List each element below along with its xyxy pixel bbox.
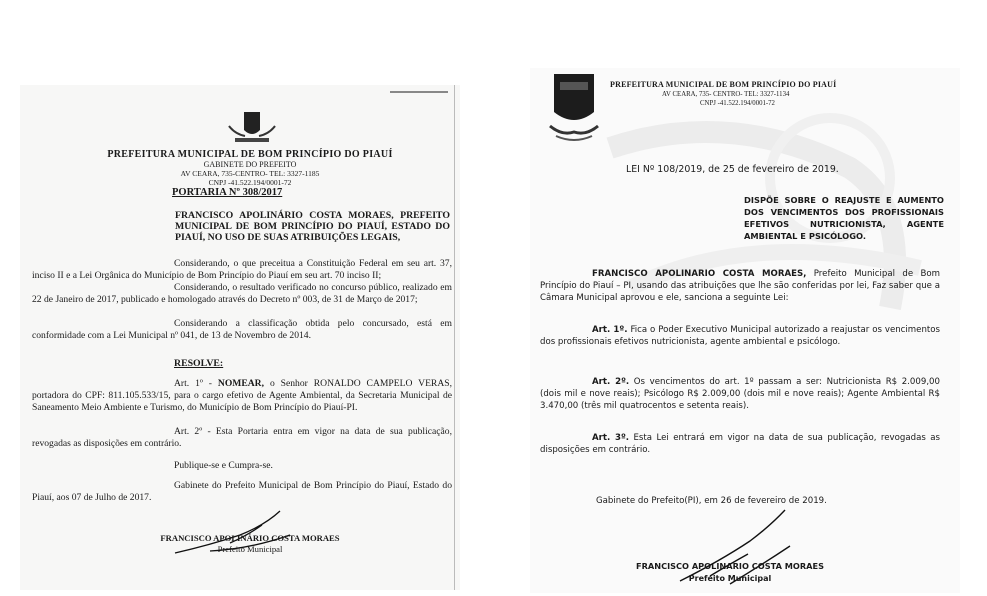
signer-role: Prefeito Municipal [688, 574, 772, 583]
article-1-text: Fica o Poder Executivo Municipal autorizado a reajustar os vencimentos dos profissionais efetivos nutricionista, agente ambiental e psicólogo. [540, 325, 940, 348]
closing-line: Gabinete do Prefeito(PI), em 26 de fevereiro de 2019. [596, 496, 827, 506]
article-2-text: Os vencimentos do art. 1º passam a ser: Nutricionista R$ 2.009,00 (dois mil e nove reais); Psicólogo R$ 2.009,00 (dois mil e nove reais); Agente Ambiental R$ 3.470,00 (três mil quatrocentos e setenta reais). [540, 377, 940, 412]
watermark-icon [590, 88, 950, 418]
header-rule [390, 91, 448, 93]
article-2: Art. 2º - Esta Portaria entra em vigor na data de sua publicação, revogadas as disposições em contrário. [32, 426, 452, 449]
signer-role: Prefeito Municipal [217, 544, 283, 554]
lei-document [530, 68, 960, 593]
article-2 [540, 376, 940, 413]
preamble: FRANCISCO APOLINÁRIO COSTA MORAES, PREFEITO MUNICIPAL DE BOM PRINCÍPIO DO PIAUÍ, ESTADO DO PIAUÍ, NO USO DE SUAS ATRIBUIÇÕES LEGAIS, [175, 210, 450, 243]
margin-rule [454, 85, 455, 590]
signer-name: FRANCISCO APOLINARIO COSTA MORAES [635, 561, 824, 571]
closing-line: Gabinete do Prefeito Municipal de Bom Princípio do Piauí, Estado do Piauí, aos 07 de Julho de 2017. [32, 480, 452, 503]
intro-name: FRANCISCO APOLINARIO COSTA MORAES, [592, 269, 807, 279]
municipal-crest-icon [546, 72, 602, 146]
portaria-document [20, 85, 460, 590]
publish-line: Publique-se e Cumpra-se. [174, 460, 273, 471]
header-address: AV CEARA, 735-CENTRO- TEL: 3327-1185 [180, 169, 320, 178]
article-2-label: Art. 2º. [592, 377, 630, 387]
consideration-1: Considerando, o que preceitua a Constituição Federal em seu art. 37, inciso II e a Lei Orgânica do Município de Bom Princípio do Piauí em seu art. 70 inciso II; [32, 258, 452, 281]
header-cnpj: CNPJ -41.522.194/0001-72 [208, 178, 292, 187]
consideration-2: Considerando, o resultado verificado no concurso público, realizado em 22 de Janeiro de 2017, publicado e homologado através do Decreto nº 003, de 31 de Março de 2017; [32, 282, 452, 305]
resolve-label: RESOLVE: [174, 358, 224, 369]
header-title: PREFEITURA MUNICIPAL DE BOM PRINCÍPIO DO PIAUÍ [107, 149, 393, 160]
doc-title: LEI Nº 108/2019, de 25 de fevereiro de 2019. [626, 164, 839, 175]
header-address: AV CEARA, 735- CENTRO- TEL: 3327-1134 [662, 91, 790, 98]
article-1-label: Art. 1º - [174, 378, 212, 389]
article-1-verb: NOMEAR, [217, 378, 265, 389]
article-1-text: o Senhor RONALDO CAMPELO VERAS, portadora do CPF: 811.105.533/15, para o cargo efetivo de Agente Ambiental, da Secretaria Municipal de Saneamento Meio Ambiente e Turismo, do Município de Bom Princípio do Piauí-PI. [32, 378, 452, 413]
article-1 [32, 378, 452, 413]
doc-title: PORTARIA Nº 308/2017 [172, 187, 283, 198]
article-3-label: Art. 3º. [592, 433, 630, 443]
article-3 [540, 432, 940, 456]
article-3-text: Esta Lei entrará em vigor na data de sua publicação, revogadas as disposições em contrário. [540, 433, 940, 456]
municipal-crest-icon [227, 110, 277, 145]
signer-name: FRANCISCO APOLINÁRIO COSTA MORAES [160, 533, 340, 543]
intro-paragraph [540, 268, 940, 305]
article-1-label: Art. 1º. [592, 325, 628, 335]
header-subtitle: GABINETE DO PREFEITO [203, 160, 297, 169]
header-cnpj: CNPJ -41.522.194/0001-72 [700, 100, 775, 107]
consideration-3: Considerando a classificação obtida pelo concursado, está em conformidade com a Lei Municipal nº 041, de 13 de Novembro de 2014. [32, 318, 452, 341]
intro-text: Prefeito Municipal de Bom Princípio do Piauí – PI, usando das atribuições que lhe são conferidas por lei, Faz saber que a Câmara Municipal aprovou e ele, sanciona a seguinte Lei: [540, 269, 940, 304]
summary: DISPÕE SOBRE O REAJUSTE E AUMENTO DOS VENCIMENTOS DOS PROFISSIONAIS EFETIVOS NUTRICIONISTA, AGENTE AMBIENTAL E PSICÓLOGO. [744, 195, 944, 241]
article-1 [540, 324, 940, 348]
header-title: PREFEITURA MUNICIPAL DE BOM PRINCÍPIO DO PIAUÍ [610, 80, 837, 89]
